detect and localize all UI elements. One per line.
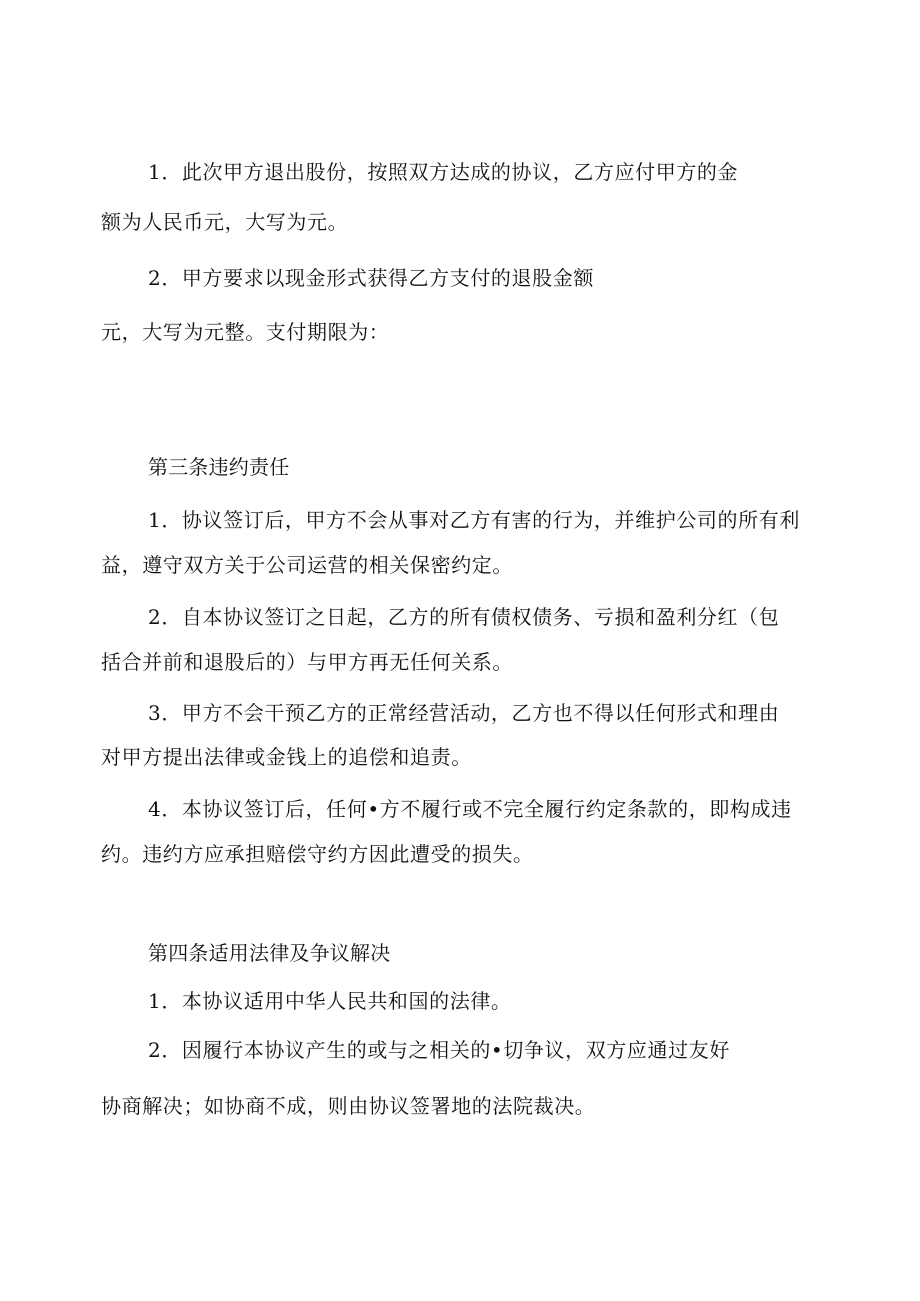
item-2-2-line-2: 元，大写为元整。支付期限为： xyxy=(101,320,390,344)
item-2-2-line-1: 2．甲方要求以现金形式获得乙方支付的退股金额 xyxy=(148,266,594,290)
article-3-item-2-line-1: 2．自本协议签订之日起，乙方的所有债权债务、亏损和盈利分红（包 xyxy=(148,605,780,629)
article-4-item-2-line-2: 协商解决；如协商不成，则由协议签署地的法院裁决。 xyxy=(101,1094,596,1118)
item-2-1-line-2: 额为人民币元，大写为元。 xyxy=(101,210,349,234)
article-3-item-1-line-1: 1．协议签订后，甲方不会从事对乙方有害的行为，并维护公司的所有利 xyxy=(148,508,800,532)
article-3-item-4-line-2: 约。违约方应承担赔偿守约方因此遭受的损失。 xyxy=(101,842,534,866)
article-4-heading: 第四条适用法律及争议解决 xyxy=(148,941,391,965)
article-3-item-3-line-2: 对甲方提出法律或金钱上的追偿和追责。 xyxy=(101,745,472,769)
article-3-item-1-line-2: 益，遵守双方关于公司运营的相关保密约定。 xyxy=(101,553,513,577)
article-3-heading: 第三条违约责任 xyxy=(148,455,290,479)
article-3-item-4-line-1: 4．本协议签订后，任何•方不履行或不完全履行约定条款的，即构成违 xyxy=(148,797,792,821)
article-3-item-3-line-1: 3．甲方不会干预乙方的正常经营活动，乙方也不得以任何形式和理由 xyxy=(148,701,780,725)
article-3-item-2-line-2: 括合并前和退股后的）与甲方再无任何关系。 xyxy=(101,650,513,674)
article-4-item-2-line-1: 2．因履行本协议产生的或与之相关的•切争议，双方应通过友好 xyxy=(148,1038,730,1062)
item-2-1-line-1: 1．此次甲方退出股份，按照双方达成的协议，乙方应付甲方的金 xyxy=(148,160,739,184)
article-4-item-1-line-1: 1．本协议适用中华人民共和国的法律。 xyxy=(148,989,512,1013)
